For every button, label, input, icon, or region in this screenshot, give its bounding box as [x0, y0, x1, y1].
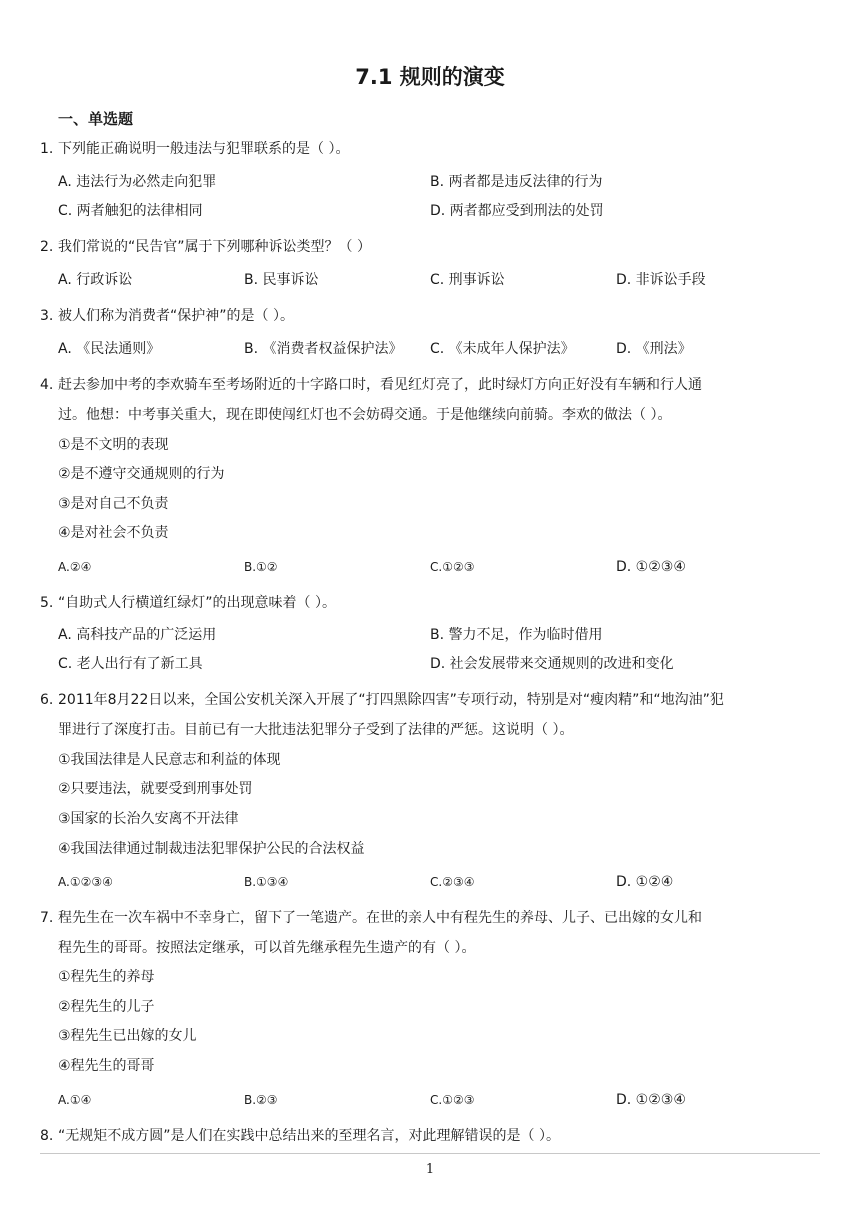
- options-row: [58, 624, 798, 646]
- option-a: A. 高科技产品的广泛运用: [58, 627, 217, 643]
- option-b: B. 两者都是违反法律的行为: [430, 174, 603, 190]
- option-c: C.①②③: [430, 560, 475, 574]
- option-a: A. 行政诉讼: [58, 272, 133, 288]
- option-c: C. 《未成年人保护法》: [430, 341, 575, 357]
- question-8: [40, 1125, 800, 1147]
- option-a: A.①②③④: [58, 875, 113, 889]
- options-row: [58, 1089, 798, 1111]
- question-number: 5.: [40, 595, 54, 611]
- statement-item: ②程先生的儿子: [58, 999, 155, 1015]
- option-b: B. 民事诉讼: [244, 272, 319, 288]
- option-b: B.②③: [244, 1093, 278, 1107]
- option-d: D. ①②④: [616, 874, 674, 890]
- question-2: [40, 236, 800, 258]
- option-c: C.②③④: [430, 875, 475, 889]
- question-stem: “自助式人行横道红绿灯”的出现意味着（ ）。: [58, 595, 336, 611]
- option-d: D. 社会发展带来交通规则的改进和变化: [430, 656, 674, 672]
- options-row: [58, 653, 798, 675]
- statement-item: ③程先生已出嫁的女儿: [58, 1028, 197, 1044]
- question-stem-line: 过。他想：中考事关重大，现在即使闯红灯也不会妨碍交通。于是他继续向前骑。李欢的做法（ ）。: [58, 407, 672, 423]
- question-7: [40, 907, 800, 929]
- page-number: 1: [425, 1162, 435, 1177]
- option-c: C. 老人出行有了新工具: [58, 656, 203, 672]
- section-heading: 一、单选题: [58, 110, 134, 128]
- question-stem: 下列能正确说明一般违法与犯罪联系的是（ ）。: [58, 141, 350, 157]
- question-number: 3.: [40, 308, 54, 324]
- question-number: 7.: [40, 910, 54, 926]
- statement-item: ①是不文明的表现: [58, 437, 169, 453]
- question-4: [40, 374, 800, 396]
- option-a: A. 违法行为必然走向犯罪: [58, 174, 217, 190]
- footer-divider: [40, 1153, 820, 1154]
- option-c: C.①②③: [430, 1093, 475, 1107]
- question-5: [40, 592, 800, 614]
- statement-item: ④是对社会不负责: [58, 525, 169, 541]
- statement-item: ②是不遵守交通规则的行为: [58, 466, 225, 482]
- statement-item: ②只要违法，就要受到刑事处罚: [58, 781, 253, 797]
- statement-item: ④我国法律通过制裁违法犯罪保护公民的合法权益: [58, 841, 365, 857]
- question-stem-line: 赶去参加中考的李欢骑车至考场附近的十字路口时，看见红灯亮了，此时绿灯方向正好没有车辆和行人通: [58, 377, 702, 393]
- page-title: 7.1 规则的演变: [355, 65, 505, 89]
- options-row: [58, 338, 798, 360]
- option-d: D. 《刑法》: [616, 341, 692, 357]
- statement-item: ①我国法律是人民意志和利益的体现: [58, 752, 281, 768]
- options-row: [58, 200, 798, 222]
- option-a: A.①④: [58, 1093, 92, 1107]
- question-number: 2.: [40, 239, 54, 255]
- option-b: B.①②: [244, 560, 278, 574]
- question-number: 1.: [40, 141, 54, 157]
- options-row: [58, 269, 798, 291]
- statement-item: ①程先生的养母: [58, 969, 155, 985]
- options-row: [58, 556, 798, 578]
- question-6: [40, 689, 800, 711]
- question-stem-line: 程先生的哥哥。按照法定继承，可以首先继承程先生遗产的有（ ）。: [58, 940, 476, 956]
- statement-item: ③国家的长治久安离不开法律: [58, 811, 239, 827]
- option-a: A.②④: [58, 560, 92, 574]
- question-stem: 被人们称为消费者“保护神”的是（ ）。: [58, 308, 294, 324]
- question-number: 4.: [40, 377, 54, 393]
- options-row: [58, 871, 798, 893]
- question-stem-line: 2011年8月22日以来，全国公安机关深入开展了“打四黑除四害”专项行动，特别是对“瘦肉精”和“地沟油”犯: [58, 692, 724, 708]
- option-b: B. 警力不足，作为临时借用: [430, 627, 603, 643]
- option-c: C. 两者触犯的法律相同: [58, 203, 203, 219]
- option-a: A. 《民法通则》: [58, 341, 161, 357]
- option-d: D. ①②③④: [616, 1092, 686, 1108]
- option-b: B. 《消费者权益保护法》: [244, 341, 403, 357]
- question-1: [40, 138, 800, 160]
- question-number: 6.: [40, 692, 54, 708]
- question-stem-line: 罪进行了深度打击。目前已有一大批违法犯罪分子受到了法律的严惩。这说明（ ）。: [58, 722, 574, 738]
- question-3: [40, 305, 800, 327]
- option-d: D. 非诉讼手段: [616, 272, 706, 288]
- option-d: D. 两者都应受到刑法的处罚: [430, 203, 604, 219]
- option-d: D. ①②③④: [616, 559, 686, 575]
- option-b: B.①③④: [244, 875, 289, 889]
- question-stem: “无规矩不成方圆”是人们在实践中总结出来的至理名言，对此理解错误的是（ ）。: [58, 1128, 560, 1144]
- statement-item: ④程先生的哥哥: [58, 1058, 155, 1074]
- question-number: 8.: [40, 1128, 54, 1144]
- options-row: [58, 171, 798, 193]
- option-c: C. 刑事诉讼: [430, 272, 505, 288]
- question-stem-line: 程先生在一次车祸中不幸身亡，留下了一笔遗产。在世的亲人中有程先生的养母、儿子、已出嫁的女儿和: [58, 910, 702, 926]
- statement-item: ③是对自己不负责: [58, 496, 169, 512]
- question-stem: 我们常说的“民告官”属于下列哪种诉讼类型？（ ）: [58, 239, 371, 255]
